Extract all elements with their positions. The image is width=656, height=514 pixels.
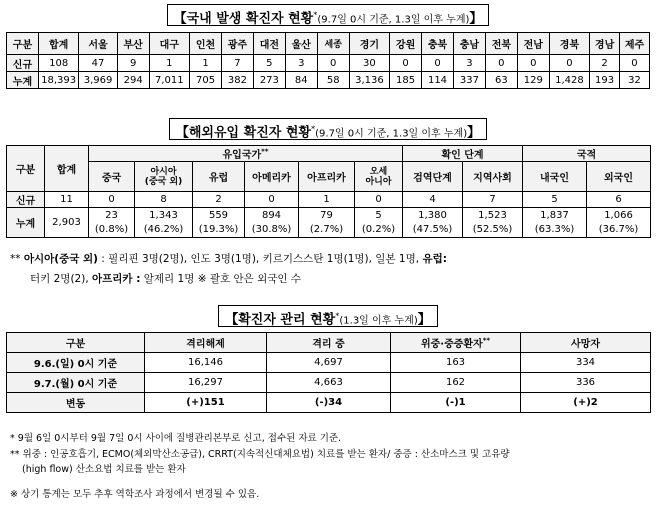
cell: 4,697 — [267, 353, 391, 373]
header-cell: 아프리카 — [299, 162, 355, 192]
cell: 3 — [453, 55, 485, 72]
cell: 382 — [221, 72, 253, 89]
header-cell: 아메리카 — [245, 162, 299, 192]
cell: 336 — [521, 373, 651, 393]
overseas-group-header — [7, 146, 651, 162]
cell: 2 — [193, 192, 245, 208]
cell: 0 — [485, 55, 517, 72]
management-header-row — [7, 333, 651, 353]
row-label: 변동 — [7, 393, 145, 413]
cell: 337 — [453, 72, 485, 89]
overseas-row-percent — [7, 223, 651, 238]
cell: 5 — [253, 55, 285, 72]
header-cell: 구분 — [7, 146, 45, 192]
header-cell: 광주 — [221, 33, 253, 55]
management-row-0906 — [7, 353, 651, 373]
cell: (-)1 — [391, 393, 521, 413]
cell: 1 — [149, 55, 189, 72]
header-cell: 격리해제 — [145, 333, 267, 353]
header-cell: 충북 — [422, 33, 454, 55]
header-cell: 세종 — [317, 33, 349, 55]
cell: 334 — [521, 353, 651, 373]
cell: 1 — [299, 192, 355, 208]
header-cell: 아시아 (중국 외) — [135, 162, 193, 192]
header-cell: 대전 — [253, 33, 285, 55]
group-header-nationality: 국적 — [523, 146, 651, 162]
cell: 7 — [463, 192, 523, 208]
cell: 9 — [117, 55, 149, 72]
cell: 185 — [390, 72, 422, 89]
cell: 894 — [245, 208, 299, 223]
cell: 63 — [485, 72, 517, 89]
footnote-2: ** 위중 : 인공호흡기, ECMO(체외막산소공급), CRRT(지속적신대체요법) 치료를 받는 환자/ 중증 : 산소마스크 및 고유량 — [10, 449, 510, 460]
row-label: 9.6.(일) 0시 기준 — [7, 353, 145, 373]
management-row-0907 — [7, 373, 651, 393]
cell: 3 — [285, 55, 317, 72]
cell: 162 — [391, 373, 521, 393]
row-label: 신규 — [7, 55, 39, 72]
overseas-note-line1: ** 아시아(중국 외) : 필리핀 3명(2명), 인도 3명(1명), 키르기스스탄 1명(1명), 일본 1명, 유럽: — [10, 253, 447, 265]
header-cell: 외국인 — [587, 162, 651, 192]
header-cell: 경기 — [349, 33, 389, 55]
overseas-note-line2: 터키 2명(2), 아프리카 : 알제리 1명 ※ 괄호 안은 외국인 수 — [30, 273, 301, 285]
cell: 4 — [403, 192, 463, 208]
cell: 1,837 — [523, 208, 587, 223]
cell: 0 — [245, 192, 299, 208]
cell: (63.3%) — [523, 223, 587, 238]
cell: 0 — [317, 55, 349, 72]
cell: 1,523 — [463, 208, 523, 223]
cell: (47.5%) — [403, 223, 463, 238]
cell: 23 — [89, 208, 135, 223]
cell: 11 — [45, 192, 89, 208]
header-cell: 오세 아니아 — [355, 162, 403, 192]
cell: (46.2%) — [135, 223, 193, 238]
row-label: 신규 — [7, 192, 45, 208]
cell: 7 — [221, 55, 253, 72]
cell: 3,969 — [79, 72, 117, 89]
cell: (+)2 — [521, 393, 651, 413]
cell: 0 — [89, 192, 135, 208]
cell: 108 — [38, 55, 78, 72]
header-cell: 전북 — [485, 33, 517, 55]
management-row-change — [7, 393, 651, 413]
header-cell: 제주 — [619, 33, 649, 55]
cell: 1,380 — [403, 208, 463, 223]
cell: (-)34 — [267, 393, 391, 413]
header-cell: 전남 — [517, 33, 549, 55]
header-cell: 구분 — [7, 333, 145, 353]
footnote-4: ※ 상기 통계는 모두 추후 역학조사 과정에서 변경될 수 있음. — [10, 489, 260, 500]
cell: 0 — [619, 55, 649, 72]
cell: 79 — [299, 208, 355, 223]
cell: 294 — [117, 72, 149, 89]
row-label: 누계 — [7, 208, 45, 238]
cell: (2.7%) — [299, 223, 355, 238]
row-label: 9.7.(월) 0시 기준 — [7, 373, 145, 393]
management-title: 【확진자 관리 현황*(1.3일 이후 누계)】 — [0, 305, 656, 327]
management-table — [6, 332, 651, 413]
row-label: 누계 — [7, 72, 39, 89]
cell: 705 — [190, 72, 222, 89]
cell: (52.5%) — [463, 223, 523, 238]
domestic-header-row — [7, 33, 650, 55]
group-header-country: 유입국가** — [89, 146, 403, 162]
header-cell: 부산 — [117, 33, 149, 55]
cell: 30 — [349, 55, 389, 72]
footnote-3: (high flow) 산소요법 치료를 받는 환자 — [22, 464, 186, 475]
header-cell: 경북 — [549, 33, 589, 55]
header-cell: 지역사회 — [463, 162, 523, 192]
header-cell: 강원 — [390, 33, 422, 55]
cell: 163 — [391, 353, 521, 373]
domestic-row-new — [7, 55, 650, 72]
overseas-table — [6, 145, 651, 238]
header-cell: 인천 — [190, 33, 222, 55]
cell: 0 — [390, 55, 422, 72]
domestic-row-cumulative — [7, 72, 650, 89]
overseas-row-new — [7, 192, 651, 208]
cell: 32 — [619, 72, 649, 89]
header-cell: 경남 — [590, 33, 620, 55]
header-cell: 위중·중증환자** — [391, 333, 521, 353]
cell: 84 — [285, 72, 317, 89]
cell: 129 — [517, 72, 549, 89]
cell: 6 — [587, 192, 651, 208]
header-cell: 울산 — [285, 33, 317, 55]
cell: 16,146 — [145, 353, 267, 373]
header-cell: 구분 — [7, 33, 39, 55]
overseas-row-cumulative — [7, 208, 651, 223]
header-cell: 서울 — [79, 33, 117, 55]
domestic-title: 【국내 발생 확진자 현황*(9.7일 0시 기준, 1.3일 이후 누계)】 — [0, 4, 656, 26]
header-cell: 대구 — [149, 33, 189, 55]
cell: 0 — [517, 55, 549, 72]
cell: 4,663 — [267, 373, 391, 393]
header-cell: 검역단계 — [403, 162, 463, 192]
header-cell: 합계 — [45, 146, 89, 192]
header-cell: 중국 — [89, 162, 135, 192]
cell: (0.8%) — [89, 223, 135, 238]
cell: 193 — [590, 72, 620, 89]
header-cell: 합계 — [38, 33, 78, 55]
group-header-check: 확인 단계 — [403, 146, 523, 162]
footnote-1: * 9월 6일 0시부터 9월 7일 0시 사이에 질병관리본부로 신고, 접수된 자료 기준. — [10, 433, 342, 444]
header-cell: 내국인 — [523, 162, 587, 192]
cell: 3,136 — [349, 72, 389, 89]
cell: 0 — [549, 55, 589, 72]
cell: 2 — [590, 55, 620, 72]
overseas-sub-header — [7, 162, 651, 192]
cell: 1 — [190, 55, 222, 72]
cell: 8 — [135, 192, 193, 208]
cell: 2,903 — [45, 208, 89, 238]
cell: 16,297 — [145, 373, 267, 393]
cell: 58 — [317, 72, 349, 89]
cell: 5 — [523, 192, 587, 208]
overseas-title: 【해외유입 확진자 현황*(9.7일 0시 기준, 1.3일 이후 누계)】 — [0, 118, 656, 140]
cell: 559 — [193, 208, 245, 223]
header-cell: 충남 — [453, 33, 485, 55]
cell: 18,393 — [38, 72, 78, 89]
cell: 273 — [253, 72, 285, 89]
cell: 1,343 — [135, 208, 193, 223]
cell: (+)151 — [145, 393, 267, 413]
cell: 0 — [355, 192, 403, 208]
cell: (19.3%) — [193, 223, 245, 238]
cell: (0.2%) — [355, 223, 403, 238]
header-cell: 유럽 — [193, 162, 245, 192]
cell: 47 — [79, 55, 117, 72]
cell: 7,011 — [149, 72, 189, 89]
cell: 1,428 — [549, 72, 589, 89]
cell: (36.7%) — [587, 223, 651, 238]
domestic-table — [6, 32, 650, 89]
header-cell: 사망자 — [521, 333, 651, 353]
cell: 114 — [422, 72, 454, 89]
cell: 0 — [422, 55, 454, 72]
cell: 1,066 — [587, 208, 651, 223]
header-cell: 격리 중 — [267, 333, 391, 353]
cell: 5 — [355, 208, 403, 223]
cell: (30.8%) — [245, 223, 299, 238]
